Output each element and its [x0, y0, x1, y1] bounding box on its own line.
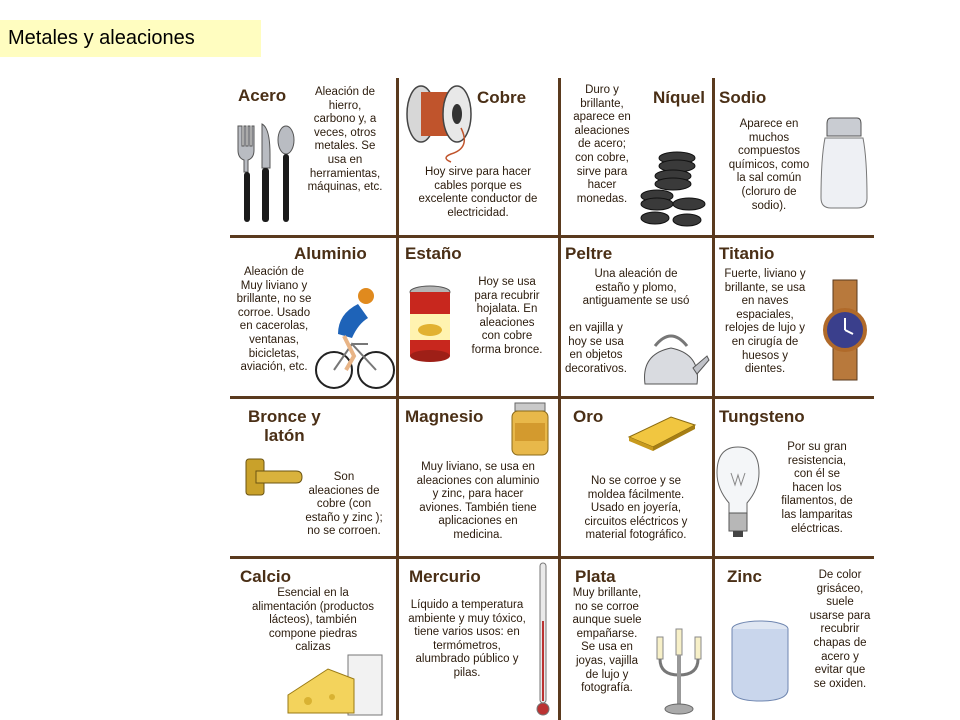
metal-description: Muy brillante, no se corroe aunque suele empañarse. Se usa en joyas, vajilla de lujo y fotografía.	[572, 587, 642, 695]
metal-name: Titanio	[719, 244, 775, 263]
metal-description: en vajilla y hoy se usa en objetos decorativos.	[564, 322, 627, 375]
kettle-icon	[631, 328, 711, 390]
cell-calcio	[230, 559, 396, 720]
metal-name: Acero	[238, 86, 287, 105]
metal-description: Aparece en muchos compuestos químicos, como la sal común (cloruro de sodio).	[728, 118, 810, 212]
cell-tungsteno	[715, 399, 874, 556]
wristwatch-icon	[819, 278, 871, 382]
metal-description: Una aleación de estaño y plomo, antiguamente se usó	[582, 268, 690, 308]
coins-icon	[633, 138, 709, 230]
metal-description: Son aleaciones de cobre (con estaño y zinc ); no se corroen.	[305, 471, 383, 538]
metal-name: Zinc	[727, 567, 762, 586]
metal-name: Tungsteno	[719, 407, 805, 426]
cell-zinc	[715, 559, 874, 720]
thermometer-icon	[535, 561, 551, 719]
metal-description: Duro y brillante, aparece en aleaciones de acero; con cobre, sirve para hacer monedas.	[573, 84, 631, 205]
metal-description: Aleación de Muy liviano y brillante, no se corroe. Usado en cacerolas, ventanas, bicicletas, aviación, etc.	[236, 266, 312, 374]
metal-description: Esencial en la alimentación (productos lácteos), también compone piedras calizas	[251, 587, 375, 654]
tin-can-icon	[407, 284, 453, 364]
cyclist-icon	[314, 286, 396, 394]
metal-name: Magnesio	[405, 407, 484, 426]
metal-description: Por su gran resistencia, con él se hacen los filamentos, de las lamparitas eléctricas.	[781, 441, 853, 535]
jar-icon	[509, 401, 551, 459]
metal-name: Plata	[575, 567, 616, 586]
cell-peltre	[561, 238, 712, 396]
door-handle-icon	[244, 455, 304, 501]
cell-sodio	[715, 78, 874, 235]
metal-description: Aleación de hierro, carbono y, a veces, otros metales. Se usa en herramientas, máquinas, etc.	[307, 86, 383, 194]
gold-bar-icon	[627, 413, 697, 453]
cell-cobre	[399, 78, 558, 235]
metal-description: Fuerte, liviano y brillante, se usa en naves espaciales, relojes de lujo y en cirugía de huesos y dientes.	[724, 268, 806, 376]
metal-name: Cobre	[477, 88, 527, 107]
zinc-can-icon	[727, 619, 793, 705]
metal-name: Sodio	[719, 88, 767, 107]
cell-estano	[399, 238, 558, 396]
light-bulb-icon	[715, 445, 761, 541]
cutlery-icon	[234, 122, 298, 226]
metal-description: De color grisáceo, suele usarse para recubrir chapas de acero y evitar que se oxiden.	[809, 569, 871, 690]
metal-name: Bronce y latón	[248, 407, 321, 445]
wire-spool-icon	[401, 82, 481, 164]
salt-shaker-icon	[819, 114, 869, 212]
metal-description: No se corroe y se moldea fácilmente. Usado en joyería, circuitos eléctricos y material fotográfico.	[584, 475, 688, 542]
cell-aluminio	[230, 238, 396, 396]
metal-description: Hoy sirve para hacer cables porque es excelente conductor de electricidad.	[418, 166, 538, 219]
metals-poster	[230, 78, 876, 720]
metal-description: Muy liviano, se usa en aleaciones con aluminio y zinc, para hacer aviones. También tiene aplicaciones en medicina.	[416, 461, 540, 541]
cell-niquel	[561, 78, 712, 235]
metal-description: Líquido a temperatura ambiente y muy tóxico, tiene varios usos: en termómetros, alumbrado público y pilas.	[408, 599, 526, 679]
metal-name: Calcio	[240, 567, 292, 586]
metal-name: Peltre	[565, 244, 613, 263]
metal-name: Níquel	[653, 88, 705, 107]
cell-oro	[561, 399, 712, 556]
cell-bronce	[230, 399, 396, 556]
cell-magnesio	[399, 399, 558, 556]
metal-description: Hoy se usa para recubrir hojalata. En aleaciones con cobre forma bronce.	[471, 276, 543, 356]
cell-plata	[561, 559, 712, 720]
cell-acero	[230, 78, 396, 235]
metal-name: Aluminio	[294, 244, 367, 263]
candelabra-icon	[649, 625, 709, 717]
cell-titanio	[715, 238, 874, 396]
metal-name: Oro	[573, 407, 604, 426]
cheese-milk-icon	[284, 651, 388, 719]
metal-name: Estaño	[405, 244, 462, 263]
cell-mercurio	[399, 559, 558, 720]
metal-name: Mercurio	[409, 567, 481, 586]
slide-title: Metales y aleaciones	[0, 20, 261, 57]
